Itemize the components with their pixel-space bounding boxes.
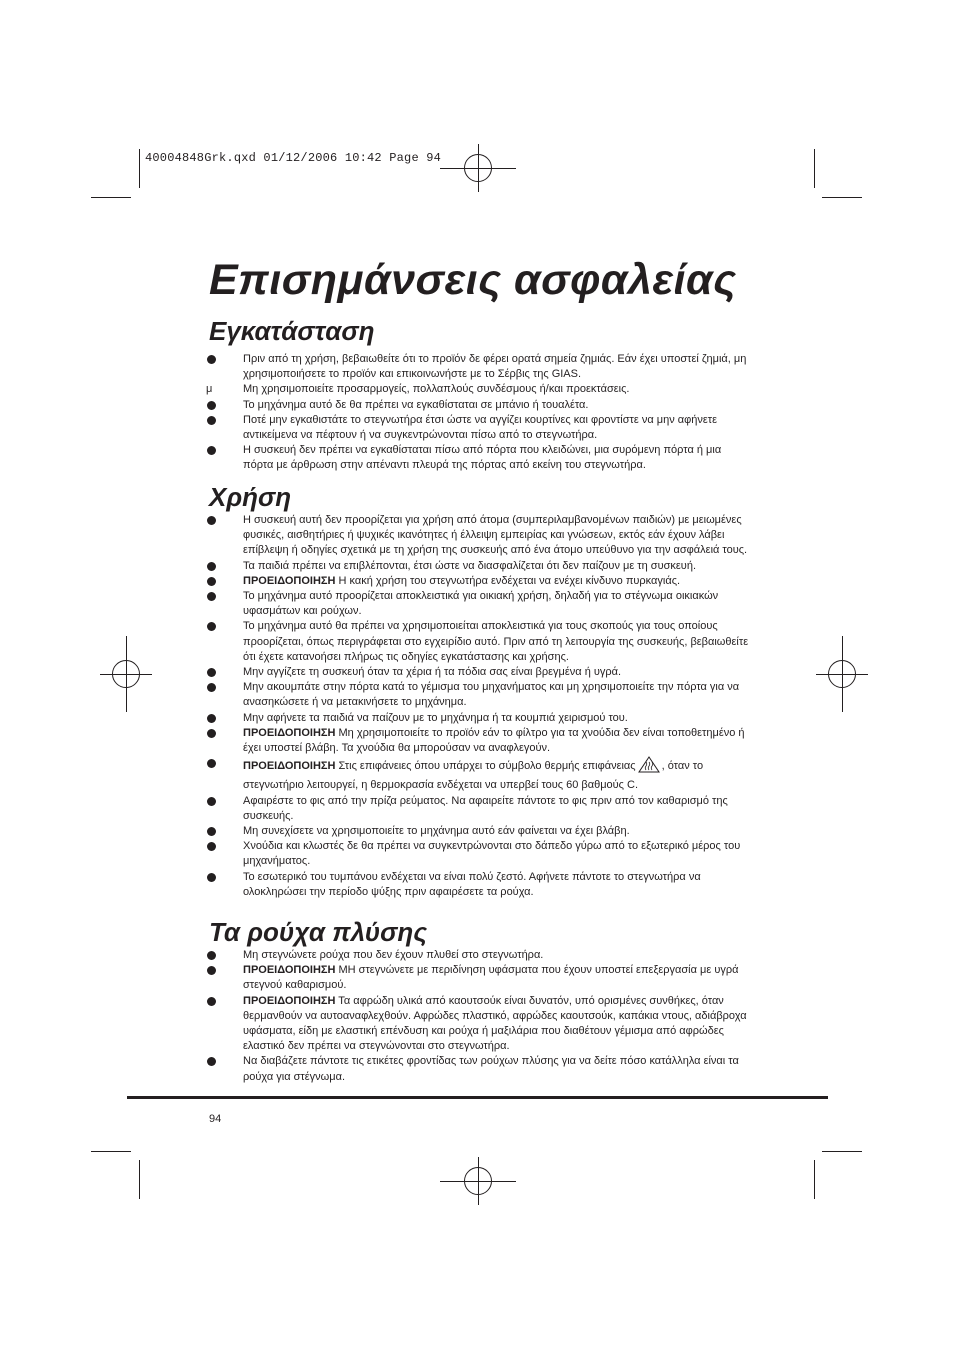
bullet-icon [207,842,216,851]
list-item [204,726,749,756]
list-item [204,824,749,839]
registration-mark [88,636,164,712]
page-number: 94 [209,1113,222,1125]
item-text: Χνούδια και κλωστές δε θα πρέπει να συγκεντρώνονται στο δάπεδο γύρω από το εξωτερικό μέρος του μηχανήματος. [243,840,741,868]
section-title-laundry: Τα ρούχα πλύσης [209,917,428,947]
list-item [204,794,749,824]
item-text: Μην αγγίζετε τη συσκευή όταν τα χέρια ή τα πόδια σας είναι βρεγμένα ή υγρά. [243,666,622,679]
bullet-icon [207,577,216,586]
list-item [204,870,749,900]
item-text: Το μηχάνημα αυτό θα πρέπει να χρησιμοποιείται αποκλειστικά για τους σκοπούς για τους οποίους προορίζεται, όπως περιγράφεται στο εγχειρίδιο αυτό. Πριν από τη λειτουργία της συσκευής, βεβαιωθείτε ότι έχετε κατανοήσει πλήρως τις οδηγίες εγκατάστασης και χρήσης. [243,620,749,663]
bullet-icon [207,446,216,455]
crop-mark [814,1160,815,1199]
use-list [204,513,749,900]
bullet-icon [207,1057,216,1066]
list-item [204,994,749,1055]
item-text: Πριν από τη χρήση, βεβαιωθείτε ότι το προϊόν δε φέρει ορατά σημεία ζημιάς. Εάν έχει υποστεί ζημιά, μη χρησιμοποιήσετε το προϊόν και επικοινωνήστε με το Σέρβις της GIAS. [243,353,747,381]
item-text: Μην ακουμπάτε στην πόρτα κατά το γέμισμα του μηχανήματος και μη χρησιμοποιείτε την πόρτα για να ανασηκώσετε ή να μετακινήσετε το μηχάνημα. [243,681,740,709]
page-title: Επισημάνσεις ασφαλείας [209,256,737,304]
crop-mark [139,1160,140,1199]
installation-list [204,352,749,474]
list-item [204,619,749,665]
crop-mark [814,149,815,188]
item-text: Το μηχάνημα αυτό προορίζεται αποκλειστικά για οικιακή χρήση, δηλαδή για το στέγνωμα οικιακών υφασμάτων και ρούχων. [243,590,719,618]
item-text: Να διαβάζετε πάντοτε τις ετικέτες φροντίδας των ρούχων πλύσης για να δείτε πόσο κατάλληλα είναι τα ρούχα για στέγνωμα. [243,1055,739,1083]
item-text: Η συσκευή αυτή δεν προορίζεται για χρήση από άτομα (συμπεριλαμβανομένων παιδιών) με μειωμένες φυσικές, αισθητήριες ή ψυχικές ικανότητες ή έλλειψη εμπειρίας και γνώσεων, εκτός εάν έχουν λάβει επίβλεψη ή οδηγίες σχετικά με τη χρήση της συσκευής από ένα άτομο υπεύθυνο για την ασφάλειά τους. [243,514,748,557]
item-text-continued: , όταν το στεγνωτήριο λειτουργεί, η θερμοκρασία ενδέχεται να υπερβεί τους 60 βαθμούς C. [243,760,704,792]
bullet-icon [207,355,216,364]
list-item [204,413,749,443]
crop-mark [822,197,862,198]
warning-label: ΠΡΟΕΙΔΟΠΟΙΗΣΗ [243,994,336,1007]
list-item [204,574,749,589]
bullet-icon [207,668,216,677]
item-text: Η συσκευή δεν πρέπει να εγκαθίσταται πίσω από πόρτα που κλειδώνει, μια συρόμενη πόρτα ή μια πόρτα με άρθρωση στην απέναντι πλευρά της πόρτας από εκείνη του στεγνωτήρα. [243,444,722,472]
bullet-icon [207,729,216,738]
item-text: Ποτέ μην εγκαθιστάτε το στεγνωτήρα έτσι ώστε να αγγίζει κουρτίνες και φροντίστε να μην αφήνετε αντικείμενα να πέφτουν ή να συγκεντρώνονται πίσω από το στεγνωτήρα. [243,413,718,442]
hot-surface-icon [638,756,660,778]
bullet-icon [207,951,216,960]
list-item [204,948,749,963]
item-text: Μην αφήνετε τα παιδιά να παίζουν με το μηχάνημα ή τα κουμπιά χειρισμού του. [243,711,628,724]
bullet-icon [207,714,216,723]
list-item [204,559,749,574]
list-item [204,382,749,397]
bullet-icon [207,873,216,882]
laundry-list [204,948,749,1085]
list-item [204,680,749,710]
list-item [204,963,749,993]
warning-label: ΠΡΟΕΙΔΟΠΟΙΗΣΗ [243,726,336,739]
item-text: Μη στεγνώνετε ρούχα που δεν έχουν πλυθεί στο στεγνωτήρα. [243,949,544,961]
item-text: Η κακή χρήση του στεγνωτήρα ενδέχεται να ενέχει κίνδυνο πυρκαγιάς. [335,574,681,587]
list-item [204,352,749,382]
item-text: Τα παιδιά πρέπει να επιβλέπονται, έτσι ώστε να διασφαλίζεται ότι δεν παίζουν με τη συσκευή. [243,559,696,572]
bullet-icon [207,966,216,975]
list-item [204,443,749,473]
bullet-icon [207,622,216,631]
bullet-icon [207,401,216,410]
bullet-icon [207,827,216,836]
bullet-icon [207,683,216,692]
bullet-icon [207,416,216,425]
bullet-marker: μ [206,383,213,396]
registration-mark [440,130,516,206]
bullet-icon [207,562,216,571]
item-text: Το εσωτερικό του τυμπάνου ενδέχεται να είναι πολύ ζεστό. Αφήνετε πάντοτε το στεγνωτήρα να ολοκληρώσει την περίοδο ψύξης πριν αφαιρέσετε τα ρούχα. [243,870,701,898]
warning-label: ΠΡΟΕΙΔΟΠΟΙΗΣΗ [243,760,336,773]
bullet-icon [207,592,216,601]
crop-mark [91,1151,131,1152]
warning-label: ΠΡΟΕΙΔΟΠΟΙΗΣΗ [243,964,336,977]
print-slug: 40004848Grk.qxd 01/12/2006 10:42 Page 94 [145,151,442,165]
bullet-icon [207,797,216,806]
list-item [204,589,749,619]
list-item [204,1054,749,1084]
bullet-icon [207,516,216,525]
item-text: Στις επιφάνειες όπου υπάρχει το σύμβολο θερμής επιφάνειας [335,760,636,773]
item-text: Τα αφρώδη υλικά από καουτσούκ είναι δυνατόν, υπό ορισμένες συνθήκες, όταν θερμανθούν να αυτοαναφλεχθούν. Αφρώδες πλαστικό, αφρώδες καουτσούκ, καπάκια ντους, αδιάβροχα υφάσματα, είδη με ελαστική επένδυση και ρούχα ή μαξιλάρια που διαθέτουν γέμισμα από αφρώδες ελαστικό δεν πρέπει να στεγνώνονται στο στεγνωτήρα. [243,994,747,1053]
bullet-icon [207,759,216,768]
registration-mark [440,1143,516,1219]
item-text: Αφαιρέστε το φις από την πρίζα ρεύματος. Να αφαιρείτε πάντοτε το φις πριν από τον καθαρισμό της συσκευής. [243,794,728,822]
list-item [204,756,749,793]
list-item [204,711,749,726]
crop-mark [822,1151,862,1152]
footer-rule [127,1096,828,1099]
list-item [204,665,749,680]
crop-mark [91,197,131,198]
list-item [204,398,749,413]
item-text: Το μηχάνημα αυτό δε θα πρέπει να εγκαθίσταται σε μπάνιο ή τουαλέτα. [243,398,589,411]
item-text: Μη χρησιμοποιείτε προσαρμογείς, πολλαπλούς συνδέσμους ή/και προεκτάσεις. [243,383,630,396]
list-item [204,513,749,559]
item-text: Μη συνεχίσετε να χρησιμοποιείτε το μηχάνημα αυτό εάν φαίνεται να έχει βλάβη. [243,825,630,838]
bullet-icon [207,997,216,1006]
crop-mark [139,149,140,188]
registration-mark [804,636,880,712]
item-text: Μη χρησιμοποιείτε το προϊόν εάν το φίλτρο για τα χνούδια δεν είναι τοποθετημένο ή έχει υποστεί βλάβη. Τα χνούδια θα μπορούσαν να αναφλεγούν. [243,726,745,755]
section-title-use: Χρήση [209,482,292,512]
item-text: ΜΗ στεγνώνετε με περιδίνηση υφάσματα που έχουν υποστεί επεξεργασία με υγρά στεγνού καθαρισμού. [243,964,739,992]
section-title-installation: Εγκατάσταση [209,316,375,346]
list-item [204,839,749,869]
warning-label: ΠΡΟΕΙΔΟΠΟΙΗΣΗ [243,574,336,587]
